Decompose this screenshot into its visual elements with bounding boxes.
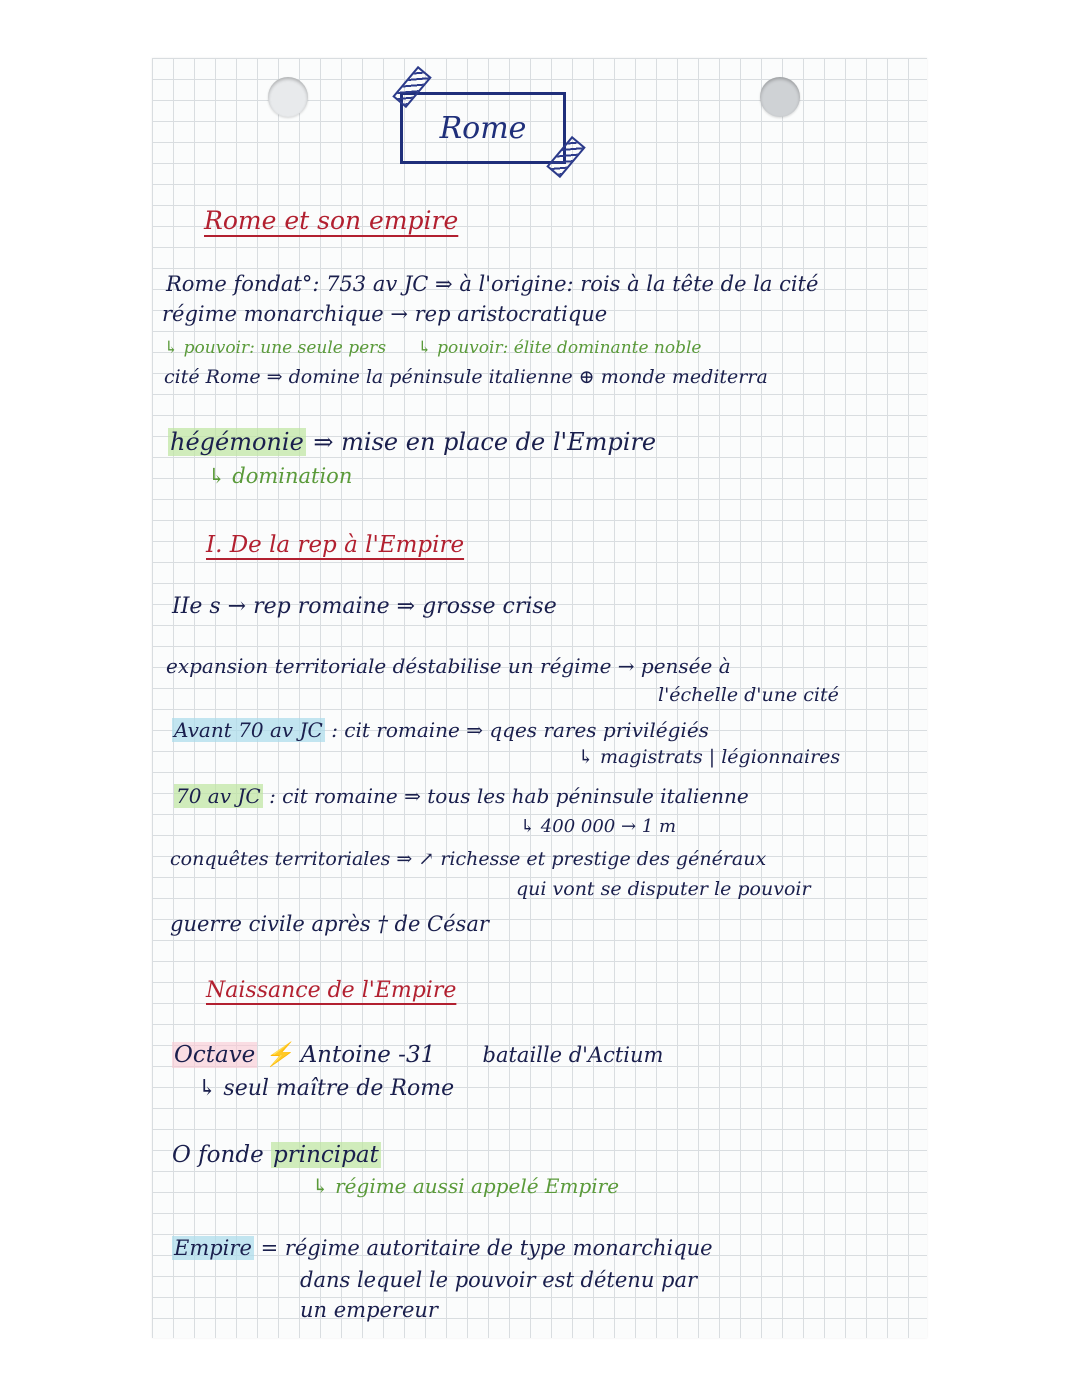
note-line: conquêtes territoriales ⇒ ↗ richesse et prestige des généraux [170, 848, 767, 870]
note-line [172, 1144, 381, 1167]
text-fragment: ↳ pouvoir: élite dominante noble [417, 338, 702, 358]
section-heading: Rome et son empire [204, 206, 459, 235]
note-line [168, 430, 656, 454]
note-line: expansion territoriale déstabilise un régime → pensée à [166, 654, 731, 678]
note-line [172, 720, 709, 740]
highlighted-date: 70 av JC [176, 784, 261, 808]
highlighted-name: Octave [174, 1042, 256, 1068]
note-line: ↳ seul maître de Rome [198, 1076, 455, 1101]
note-line: ↳ 400 000 → 1 m [520, 816, 677, 837]
note-line: qui vont se disputer le pouvoir [516, 878, 811, 900]
text-fragment: = régime autoritaire de type monarchique [260, 1236, 713, 1260]
punch-hole-right [760, 77, 800, 117]
punch-hole-left [268, 77, 308, 117]
note-line: Rome fondat°: 753 av JC ⇒ à l'origine: rois à la tête de la cité [166, 272, 819, 296]
part-heading: Naissance de l'Empire [206, 978, 457, 1003]
note-line [172, 1044, 663, 1067]
text-fragment: : cit romaine ⇒ qqes rares privilégiés [331, 718, 709, 742]
text-fragment: ⚡ Antoine -31 [264, 1042, 436, 1068]
highlighted-date: Avant 70 av JC [174, 718, 323, 742]
note-line: un empereur [300, 1298, 438, 1322]
text-fragment: O fonde [172, 1142, 264, 1168]
note-line: guerre civile après † de César [170, 912, 489, 936]
highlighted-term: Empire [174, 1236, 252, 1260]
note-line [172, 1238, 713, 1259]
note-line: ↳ domination [208, 464, 353, 488]
highlighted-term: hégémonie [170, 428, 304, 456]
text-fragment: bataille d'Actium [482, 1043, 664, 1067]
note-line: cité Rome ⇒ domine la péninsule italienne ⊕ monde mediterra [164, 366, 768, 388]
note-line: l'échelle d'une cité [658, 684, 839, 706]
text-fragment: → rep aristocratique [390, 302, 608, 326]
note-line: ↳ magistrats | légionnaires [578, 746, 841, 768]
text-fragment: ↳ pouvoir: une seule pers [164, 338, 387, 358]
note-line: dans lequel le pouvoir est détenu par [300, 1268, 698, 1292]
note-line [162, 304, 607, 325]
text-fragment: ⇒ mise en place de l'Empire [313, 428, 657, 456]
page-title: Rome [400, 92, 566, 164]
note-line: ↳ régime aussi appelé Empire [312, 1174, 620, 1198]
highlighted-term: principat [273, 1142, 379, 1168]
text-fragment: régime monarchique [162, 302, 384, 326]
part-heading: I. De la rep à l'Empire [206, 532, 465, 558]
note-line [164, 340, 702, 357]
text-fragment: : cit romaine ⇒ tous les hab péninsule italienne [269, 784, 749, 808]
note-line: IIe s → rep romaine ⇒ grosse crise [172, 594, 557, 619]
note-line [174, 786, 749, 806]
